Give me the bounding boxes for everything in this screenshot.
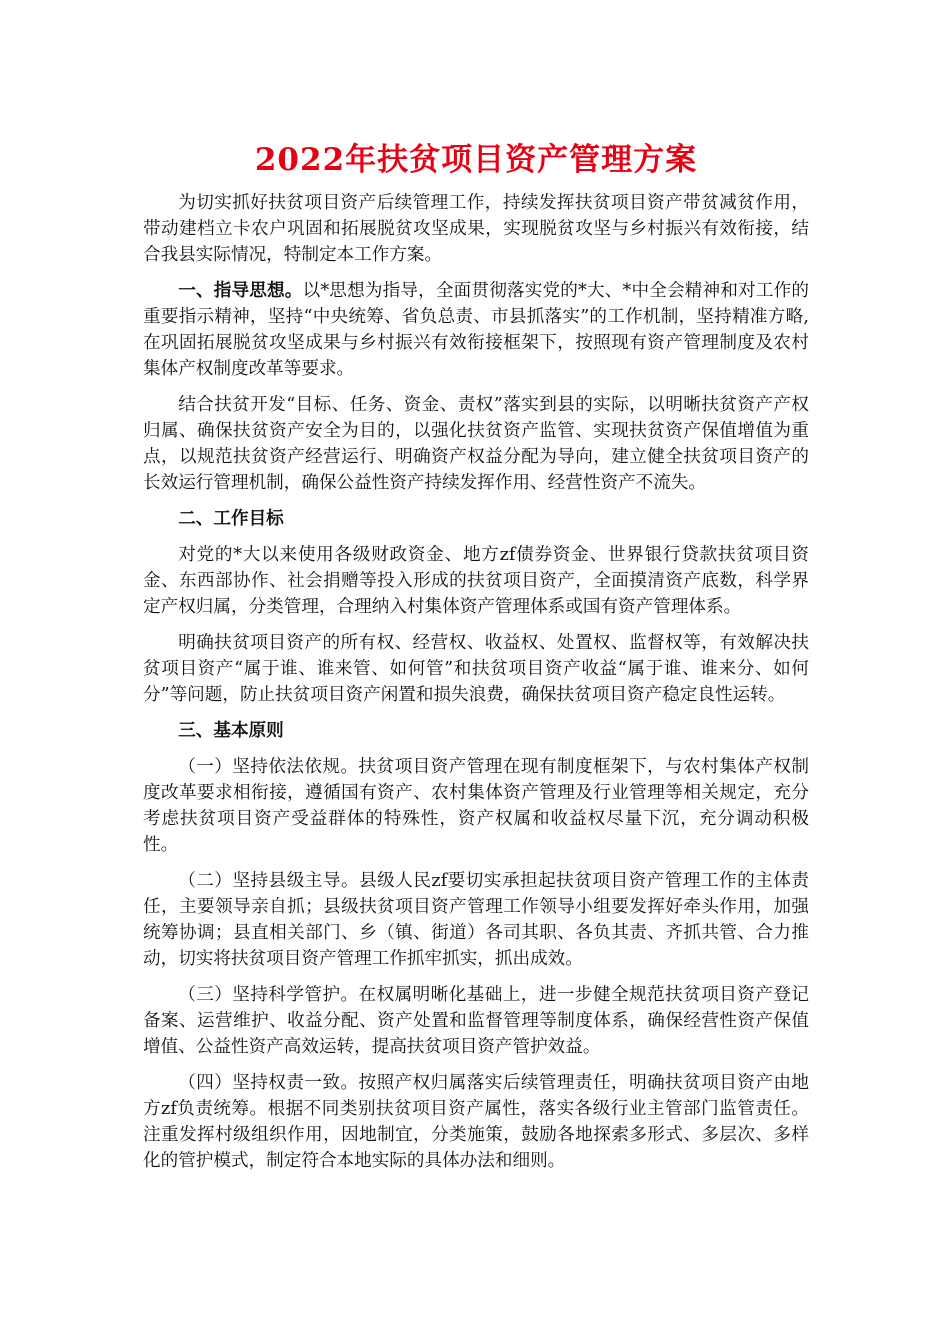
- principle-item-3: （三）坚持科学管护。在权属明晰化基础上，进一步健全规范扶贫项目资产登记备案、运营维护、收益分配、资产处置和监督管理等制度体系，确保经营性资产保值增值、公益性资产高效运转，提高扶贫项目资产管护效益。: [143, 985, 809, 1057]
- section1-lead: 一、指导思想。: [178, 280, 303, 301]
- section2-paragraph-1: 对党的*大以来使用各级财政资金、地方zf债券资金、世界银行贷款扶贫项目资金、东西部协作、社会捐赠等投入形成的扶贫项目资产，全面摸清资产底数，科学界定产权归属，分类管理，合理纳入村集体资产管理体系或国有资产管理体系。: [143, 545, 809, 617]
- intro-paragraph: 为切实抓好扶贫项目资产后续管理工作，持续发挥扶贫项目资产带贫减贫作用，带动建档立卡农户巩固和拓展脱贫攻坚成果，实现脱贫攻坚与乡村振兴有效衔接，结合我县实际情况，特制定本工作方案。: [143, 193, 809, 265]
- section1-text: 以*思想为指导，全面贯彻落实党的*大、*中全会精神和对工作的重要指示精神，坚持“中央统筹、省负总责、市县抓落实”的工作机制，坚持精准方略,在巩固拓展脱贫攻坚成果与乡村振兴有效衔接框架下，按照现有资产管理制度及农村集体产权制度改革等要求。: [143, 281, 809, 379]
- section2-paragraph-2: 明确扶贫项目资产的所有权、经营权、收益权、处置权、监督权等，有效解决扶贫项目资产“属于谁、谁来管、如何管”和扶贫项目资产收益“属于谁、谁来分、如何分”等问题，防止扶贫项目资产闲置和损失浪费，确保扶贫项目资产稳定良性运转。: [143, 633, 809, 705]
- principle-item-1: （一）坚持依法依规。扶贫项目资产管理在现有制度框架下，与农村集体产权制度改革要求相衔接，遵循国有资产、农村集体资产管理及行业管理等相关规定，充分考虑扶贫项目资产受益群体的特殊性，资产权属和收益权尽量下沉，充分调动积极性。: [143, 757, 809, 855]
- principle-item-2: （二）坚持县级主导。县级人民zf要切实承担起扶贫项目资产管理工作的主体责任，主要领导亲自抓；县级扶贫项目资产管理工作领导小组要发挥好牵头作用，加强统筹协调；县直相关部门、乡（镇、街道）各司其职、各负其责、齐抓共管、合力推动，切实将扶贫项目资产管理工作抓牢抓实，抓出成效。: [143, 871, 809, 969]
- principle-item-4: （四）坚持权责一致。按照产权归属落实后续管理责任，明确扶贫项目资产由地方zf负责统筹。根据不同类别扶贫项目资产属性，落实各级行业主管部门监管责任。注重发挥村级组织作用，因地制宜，分类施策，鼓励各地探索多形式、多层次、多样化的管护模式，制定符合本地实际的具体办法和细则。: [143, 1073, 809, 1171]
- section1-paragraph: [143, 278, 809, 382]
- section3-heading: 三、基本原则: [178, 720, 284, 741]
- section1-paragraph-2: 结合扶贫开发“目标、任务、资金、责权”落实到县的实际，以明晰扶贫资产产权归属、确保扶贫资产安全为目的，以强化扶贫资产监管、实现扶贫资产保值增值为重点，以规范扶贫资产经营运行、明确资产权益分配为导向，建立健全扶贫项目资产的长效运行管理机制，确保公益性资产持续发挥作用、经营性资产不流失。: [143, 395, 809, 493]
- document-title: 2022年扶贫项目资产管理方案: [254, 142, 698, 178]
- section2-heading: 二、工作目标: [178, 508, 284, 529]
- document-page: [143, 140, 809, 1184]
